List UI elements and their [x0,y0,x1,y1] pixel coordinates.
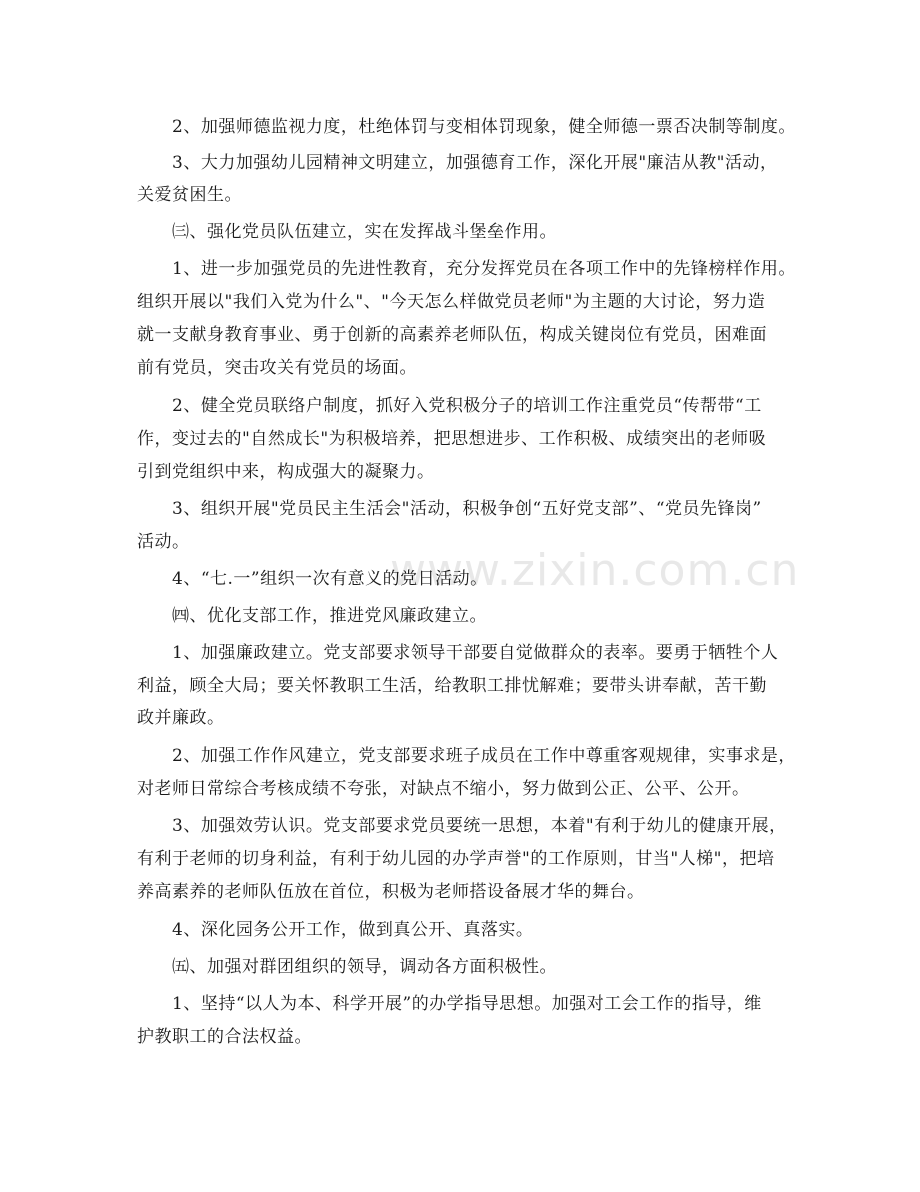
text-line: 关爱贫困生。 [137,185,242,205]
text-line: 对老师日常综合考核成绩不夸张，对缺点不缩小，努力做到公正、公平、公开。 [137,779,750,799]
watermark: www.zixin.com.cn [390,545,800,596]
text-line: 养高素养的老师队伍放在首位，积极为老师搭设备展才华的舞台。 [137,882,645,902]
text-line: 活动。 [137,532,190,552]
text-line: 前有党员，突击攻关有党员的场面。 [137,358,417,378]
text-line: 引到党组织中来，构成强大的凝聚力。 [137,462,435,482]
text-line: 2、健全党员联络户制度，抓好入党积极分子的培训工作注重党员“传帮带“工 [137,396,762,416]
text-line: 2、加强师德监视力度，杜绝体罚与变相体罚现象，健全师德一票否决制等制度。 [137,117,796,137]
text-line: ㈤、加强对群团组织的领导，调动各方面积极性。 [137,957,557,977]
text-line: 3、大力加强幼儿园精神文明建立，加强德育工作，深化开展"廉洁从教"活动， [137,153,778,173]
text-line: 3、加强效劳认识。党支部要求党员要统一思想，本着"有利于幼儿的健康开展， [137,816,787,836]
text-line: 护教职工的合法权益。 [137,1027,312,1047]
text-line: 组织开展以"我们入党为什么"、"今天怎么样做党员老师"为主题的大讨论，努力造 [137,292,766,312]
text-line: ㈢、强化党员队伍建立，实在发挥战斗堡垒作用。 [137,222,557,242]
text-line: 1、加强廉政建立。党支部要求领导干部要自觉做群众的表率。要勇于牺牲个人 [137,643,779,663]
text-line: 3、组织开展"党员民主生活会"活动，积极争创“五好党支部”、“党员先锋岗” [137,499,762,519]
text-line: 2、加强工作作风建立，党支部要求班子成员在工作中尊重客观规律，实事求是， [137,746,796,766]
text-line: 有利于老师的切身利益，有利于幼儿园的办学声誉"的工作原则，甘当"人梯"，把培 [137,849,775,869]
text-line: 4、“七.一”组织一次有意义的党日活动。 [137,569,488,589]
text-line: 1、坚持“以人为本、科学开展”的办学指导思想。加强对工会工作的指导，维 [137,994,762,1014]
text-line: 就一支献身教育事业、勇于创新的高素养老师队伍，构成关键岗位有党员，困难面 [137,325,767,345]
text-line: 4、深化园务公开工作，做到真公开、真落实。 [137,920,534,940]
text-line: ㈣、优化支部工作，推进党风廉政建立。 [137,606,487,626]
text-line: 利益，顾全大局；要关怀教职工生活，给教职工排忧解难；要带头讲奉献，苦干勤 [137,676,767,696]
text-line: 1、进一步加强党员的先进性教育，充分发挥党员在各项工作中的先锋榜样作用。 [137,259,796,279]
text-line: 政并廉政。 [137,708,225,728]
text-line: 作，变过去的"自然成长"为积极培养，把思想进步、工作积极、成绩突出的老师吸 [137,429,767,449]
